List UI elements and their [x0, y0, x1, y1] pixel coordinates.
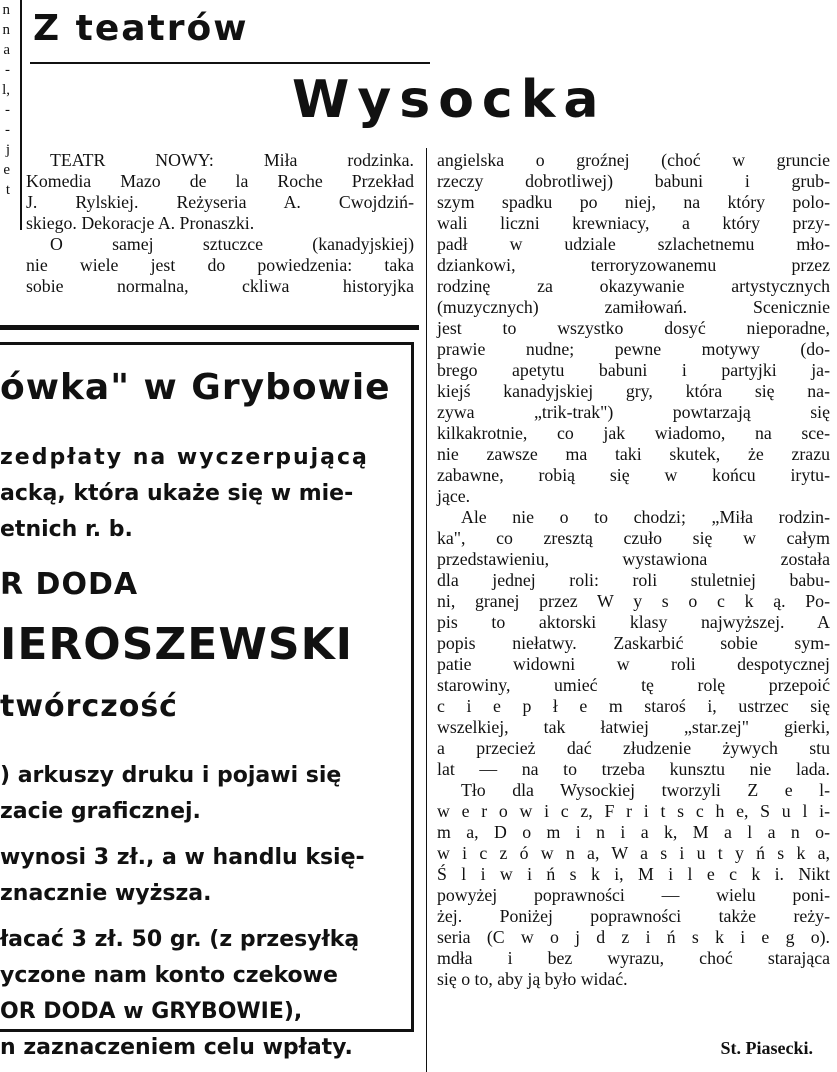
advertisement-line: acką, która ukaże się w mie- [0, 481, 354, 506]
left-fragment-letter: e [3, 162, 10, 178]
review-text-line: Ale nie o to chodzi; „Miła rodzin- [461, 507, 830, 527]
advertisement-line: zedpłaty na wyczerpującą [0, 445, 369, 470]
left-fragment-letter: l, [2, 82, 10, 98]
advertisement-line: twórczość [0, 689, 178, 724]
review-text-line: Tło dla Wysockiej tworzyli Z e l- [461, 780, 830, 800]
article-headline: Wysocka [292, 70, 607, 130]
review-text-line: rodzinę za okazywanie artystycznych [437, 276, 830, 296]
advertisement-line: OR DODA w GRYBOWIE), [0, 999, 303, 1024]
review-text-line: J. Rylskiej. Reżyseria A. Cwojdziń- [26, 192, 414, 212]
review-text-line: mdła i bez wyrazu, choć starająca [437, 948, 830, 968]
left-fragment-letter: n [2, 22, 10, 38]
review-text-line: kilkakrotnie, co jak wiadomo, na sce- [437, 423, 830, 443]
review-text-line: wszelkiej, tak łatwiej „star.zej" gierki, [437, 717, 830, 737]
section-header: Z teatrów [33, 8, 249, 49]
advertisement-box [0, 342, 414, 1060]
review-text-line: (muzycznych) zamiłowań. Scenicznie [437, 297, 830, 317]
review-text-line: nie zawsze ma taki skutek, że zrazu [437, 444, 830, 464]
column-rule-left [20, 0, 22, 230]
advertisement-line: R DODA [0, 567, 139, 602]
review-text-line: padł w udziale szlachetnemu mło- [437, 234, 830, 254]
review-text-line: Komedia Mazo de la Roche Przekład [26, 171, 414, 191]
section-header-underline [30, 62, 430, 64]
review-text-line: prawie nudne; pewne motywy (do- [437, 339, 830, 359]
review-text-line: c i e p ł e m staroś i, ustrzec się [437, 696, 830, 716]
advertisement-line: n zaznaczeniem celu wpłaty. [0, 1035, 353, 1060]
advertisement-line: yczone nam konto czekowe [0, 963, 338, 988]
review-text-line: Ś l i w i ń s k i, M i l e c k i. Nikt [437, 864, 830, 884]
advertisement-line: znacznie wyższa. [0, 881, 212, 906]
advertisement-line: wynosi 3 zł., a w handlu księ- [0, 845, 365, 870]
review-text-line: a przecież dać złudzenie żywych stu [437, 738, 830, 758]
advertisement-line: łacać 3 zł. 50 gr. (z przesyłką [0, 927, 360, 952]
author-signature: St. Piasecki. [720, 1038, 813, 1058]
left-fragment-letter: n [2, 2, 10, 18]
review-text-line: ni, granej przez W y s o c k ą. Po- [437, 591, 830, 611]
review-text-line: powyżej poprawności — wielu poni- [437, 885, 830, 905]
review-text-line: popis niełatwy. Zaskarbić sobie sym- [437, 633, 830, 653]
review-text-line: się o to, aby ją było widać. [437, 969, 628, 989]
review-text-line: dziankowi, terroryzowanemu przez [437, 255, 830, 275]
review-text-line: zabawne, robią się w końcu irytu- [437, 465, 830, 485]
advertisement-line: etnich r. b. [0, 517, 133, 542]
review-text-line: brego apetytu babuni i partyjki ja- [437, 360, 830, 380]
review-text-line: zywa „trik-trak") powtarzają się [437, 402, 830, 422]
review-text-line: w i c z ó w n a, W a s i u t y ń s k a, [437, 843, 830, 863]
review-text-line: szym spadku po niej, na który polo- [437, 192, 830, 212]
review-text-line: żej. Poniżej poprawności także reży- [437, 906, 830, 926]
review-text-line: rzeczy dobrotliwej) babuni i grub- [437, 171, 830, 191]
left-fragment-letter: j [5, 142, 10, 158]
advertisement-line: IEROSZEWSKI [0, 619, 354, 670]
review-text-line: jące. [437, 486, 471, 506]
left-fragment-letter: t [5, 182, 10, 198]
review-text-line: sobie normalna, ckliwa historyjka [26, 276, 414, 296]
review-text-line: starowiny, umieć tę rolę przepoić [437, 675, 830, 695]
left-column-fragments [0, 0, 22, 230]
review-text-line: przedstawieniu, wystawiona została [437, 549, 830, 569]
advertisement-line: zacie graficznej. [0, 799, 201, 824]
advertisement-line: ówka" w Grybowie [0, 367, 391, 408]
advertisement-line: ) arkuszy druku i pojawi się [0, 763, 342, 788]
left-fragment-letter: a [3, 42, 10, 58]
review-text-line: angielska o groźnej (choć w gruncie [437, 150, 830, 170]
review-text-line: seria (C w o j d z i ń s k i e g o). [437, 927, 830, 947]
review-column-left [26, 150, 414, 297]
left-fragment-letter: - [5, 122, 10, 138]
review-text-line: dla jednej roli: roli stuletniej babu- [437, 570, 830, 590]
left-fragment-letter: - [5, 62, 10, 78]
review-text-line: patie widowni w roli despotycznej [437, 654, 830, 674]
review-text-line: ka", co zresztą czuło się w całym [437, 528, 830, 548]
review-text-line: kiejś kanadyjskiej gry, która się na- [437, 381, 830, 401]
review-text-line: pis to aktorski klasy najwyższej. A [437, 612, 830, 632]
advertisement-top-rule [0, 325, 419, 330]
left-fragment-letter: - [5, 102, 10, 118]
review-text-line: O samej sztuczce (kanadyjskiej) [50, 234, 414, 254]
review-text-line: jest to wszystko dosyć nieporadne, [437, 318, 830, 338]
review-column-right [437, 150, 830, 990]
review-text-line: nie wiele jest do powiedzenia: taka [26, 255, 414, 275]
review-text-line: TEATR NOWY: Miła rodzinka. [50, 150, 414, 170]
review-text-line: lat — na to trzeba kunsztu nie lada. [437, 759, 830, 779]
review-text-line: skiego. Dekoracje A. Pronaszki. [26, 213, 255, 233]
review-text-line: wali liczni krewniacy, a który przy- [437, 213, 830, 233]
review-text-line: w e r o w i c z, F r i t s c h e, S u l i- [437, 801, 830, 821]
column-rule-middle [426, 148, 427, 1072]
review-text-line: m a, D o m i n i a k, M a l a n o- [437, 822, 830, 842]
